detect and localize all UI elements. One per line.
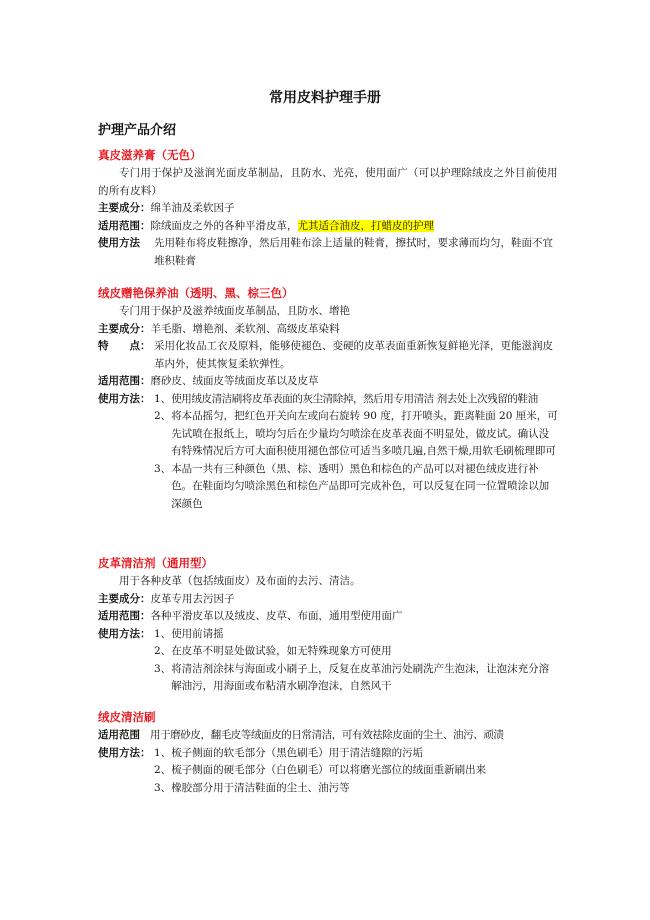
usage-row: [98, 626, 558, 644]
scope-row: [98, 608, 558, 626]
step-number: 2、: [154, 410, 172, 422]
step-number: 3、: [154, 462, 172, 475]
scope-label: 适用范围：: [98, 219, 151, 232]
ingredients-value: 羊毛脂、增艳剂、柔软剂、高级皮革染料: [150, 322, 340, 335]
usage-step: [154, 762, 558, 780]
step-text: 梳子侧面的硬毛部分（白色刷毛）可以将磨光部位的绒面重新刷出来: [171, 764, 487, 776]
step-text: 将清洁剂涂抹与海面或小刷子上，反复在皮革油污处刷洗产生泡沫，让泡沫充分溶解油污，用海面或布粘清水刷净泡沫，自然风干: [171, 662, 550, 692]
product-section-leather-cream: [98, 146, 558, 270]
scope-label: 适用范围：: [98, 610, 151, 622]
step-number: 1、: [154, 392, 172, 405]
scope-highlight: 尤其适合油皮，打蜡皮的护理: [297, 219, 434, 232]
scope-text: 除绒面皮之外的各种平滑皮革，: [150, 219, 298, 232]
usage-label: 使用方法：: [98, 746, 151, 759]
scope-value: 磨砂皮、绒面皮等绒面皮革以及皮草: [150, 375, 319, 387]
step-text: 使用前请摇: [171, 627, 224, 640]
ingredients-label: 主要成分：: [98, 592, 151, 605]
step-number: 3、: [154, 781, 172, 794]
usage-step: [154, 461, 558, 514]
usage-row: [98, 745, 558, 763]
step-number: 1、: [154, 627, 172, 640]
step-number: 3、: [154, 662, 172, 675]
ingredients-row: [98, 321, 558, 339]
step-text: 梳子侧面的软毛部分（黑色刷毛）用于清洁缝隙的污垢: [171, 746, 424, 759]
scope-row: [98, 218, 558, 236]
product-intro: 专门用于保护及滋养绒面皮革制品，且防水、增艳: [119, 305, 350, 317]
scope-value: 用于磨砂皮，翻毛皮等绒面皮的日常清洁，可有效祛除皮面的尘土、油污、顽渍: [150, 729, 504, 741]
step-text: 在皮革不明显处做试验，如无特殊现象方可使用: [171, 645, 392, 657]
usage-step: [154, 745, 558, 763]
scope-label: 适用范围：: [98, 375, 151, 387]
usage-label: 使用方法：: [98, 627, 151, 640]
usage-step: [154, 661, 558, 696]
ingredients-value: 皮革专用去污因子: [150, 592, 235, 605]
usage-step: [154, 626, 558, 644]
scope-row: [98, 727, 558, 745]
product-section-leather-cleaner: [98, 554, 558, 696]
usage-label: 使用方法：: [98, 392, 151, 405]
usage-steps: [154, 408, 558, 513]
product-title: 绒皮赠艳保养油（透明、黑、棕三色）: [98, 286, 294, 300]
product-intro: 用于各种皮革（包括绒面皮）及布面的去污、清洁。: [119, 575, 361, 587]
ingredients-row: [98, 200, 558, 218]
scope-value: [151, 218, 559, 236]
section-title: 护理产品介绍: [98, 123, 177, 138]
ingredients-label: 主要成分：: [98, 202, 151, 214]
scope-label: 适用范围: [98, 729, 140, 741]
step-number: 2、: [154, 764, 172, 776]
scope-value: 各种平滑皮革以及绒皮、皮草、布面，通用型使用面广: [150, 610, 403, 622]
usage-steps: [154, 762, 558, 797]
usage-value: 先用鞋布将皮鞋擦净，然后用鞋布涂上适量的鞋膏，擦拭时，要求薄而均匀，鞋面不宜堆积鞋膏: [154, 237, 553, 267]
document-title: 常用皮料护理手册: [269, 90, 381, 106]
features-row: [98, 338, 558, 373]
ingredients-value: 绵羊油及柔软因子: [150, 202, 235, 214]
ingredients-row: [98, 591, 558, 609]
usage-step: [154, 780, 558, 798]
step-text: 将本品摇匀，把红色开关向左或向右旋转 90 度，打开喷头，距离鞋面 20 厘米，可先试喷在报纸上，喷均匀后在少量均匀喷涂在皮革表面不明显处，做皮试。确认没有特殊情况后方可大面积使用褪色部位可适当多喷几遍,自然干燥,用软毛刷梳理即可: [171, 410, 558, 457]
ingredients-label: 主要成分：: [98, 322, 151, 335]
step-number: 2、: [154, 645, 172, 657]
scope-row: [98, 373, 558, 391]
product-section-suede-brush: [98, 708, 558, 797]
usage-label: 使用方法: [98, 237, 140, 249]
product-title: 皮革清洁剂（通用型）: [98, 556, 213, 570]
product-title: 绒皮清洁刷: [98, 710, 156, 724]
usage-step: [154, 408, 558, 461]
usage-row: [98, 391, 558, 409]
features-value: 采用化妆品工衣及原料，能够使褪色、变硬的皮革表面重新恢复鲜艳光泽，更能滋润皮革内外，使其恢复柔软弹性。: [154, 340, 553, 370]
step-text: 本品一共有三种颜色（黑、棕、透明）黑色和棕色的产品可以对褪色绒皮进行补色。在鞋面均匀喷涂黑色和棕色产品即可完成补色，可以反复在同一位置喷涂以加深颜色: [171, 462, 550, 510]
usage-row: [98, 235, 558, 270]
product-intro: 专门用于保护及滋润光面皮革制品，且防水、光亮，使用面广（可以护理除绒皮之外目前使用的所有皮料）: [98, 167, 558, 197]
usage-step: [154, 643, 558, 661]
product-title: 真皮滋养膏（无色）: [98, 148, 202, 162]
step-text: 橡胶部分用于清洁鞋面的尘土、油污等: [171, 781, 350, 794]
features-label: 特 点：: [98, 340, 151, 352]
step-number: 1、: [154, 746, 172, 759]
usage-steps: [154, 643, 558, 696]
product-section-suede-oil: [98, 284, 558, 513]
usage-step: [154, 391, 558, 409]
step-text: 使用绒皮清洁刷将皮革表面的灰尘清除掉，然后用专用清洁 剂去处上次残留的鞋油: [171, 392, 538, 405]
